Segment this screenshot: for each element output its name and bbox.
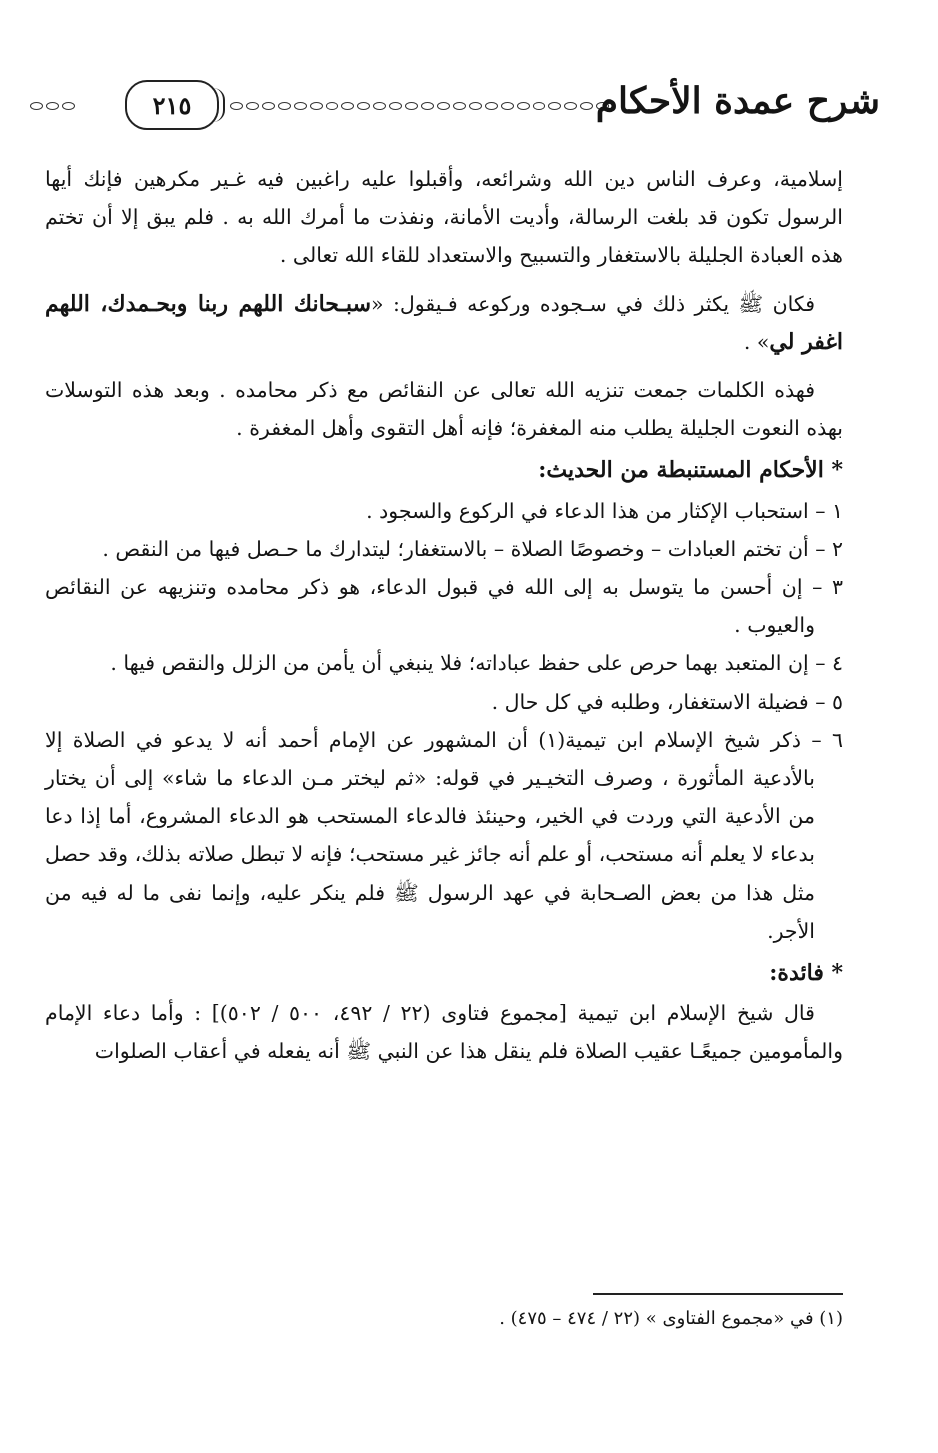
list-item-5: ٥ – فضيلة الاستغفار، وطلبه في كل حال . bbox=[491, 689, 843, 714]
paragraph-2 bbox=[45, 285, 843, 361]
footnote: (١) في «مجموع الفتاوى » (٢٢ / ٤٧٤ – ٤٧٥) . bbox=[499, 1308, 843, 1329]
header-ornament-left bbox=[30, 100, 90, 112]
paragraph-4: قال شيخ الإسلام ابن تيمية [مجموع فتاوى (٢٢ / ٤٩٢، ٥٠٠ / ٥٠٢)] : وأما دعاء الإمام والمأمومين جميعًـا عقيب الصلاة فلم ينقل هذا عن النبي ﷺ أنه يفعله في أعقاب الصلوات bbox=[45, 1001, 843, 1064]
header-ornament-right bbox=[230, 100, 612, 112]
footnote-separator bbox=[593, 1293, 843, 1295]
list-item-1: ١ – استحباب الإكثار من هذا الدعاء في الركوع والسجود . bbox=[366, 498, 843, 523]
page-header bbox=[30, 72, 880, 150]
main-text bbox=[45, 160, 843, 1071]
list-item-6: ٦ – ذكر شيخ الإسلام ابن تيمية(١) أن المشهور عن الإمام أحمد أنه لا يدعو في الصلاة إلا بالأدعية المأثورة ، وصرف التخيـير في قوله: «ثم ليختر مـن الدعاء ما شاء» إلى أن يختار من الأدعية التي وردت في الخير، وحينئذ فالدعاء المستحب هو الدعاء المشروع، أما إذا دعا بدعاء لا يعلم أنه مستحب، أو علم أنه جائز غير مستحب؛ فإنه لا تبطل صلاته بذلك، وقد حصل مثل هذا من بعض الصـحابة في عهد الرسول ﷺ فلم ينكر عليه، وإنما نفى ما له فيه من الأجر. bbox=[45, 727, 843, 943]
book-title: شرح عمدة الأحكام bbox=[595, 80, 880, 122]
list-item-3: ٣ – إن أحسن ما يتوسل به إلى الله في قبول الدعاء، هو ذكر محامده وتنزيهه عن النقائص والعيوب . bbox=[45, 575, 843, 638]
section-heading-rulings: * الأحكام المستنبطة من الحديث: bbox=[538, 457, 843, 484]
paragraph-3: فهذه الكلمات جمعت تنزيه الله تعالى عن النقائص مع ذكر محامده . وبعد هذه التوسلات بهذه النعوت الجليلة يطلب منه المغفرة؛ فإنه أهل التقوى وأهل المغفرة . bbox=[45, 378, 843, 441]
paragraph-2-suffix: » . bbox=[743, 329, 770, 354]
page-number-frame bbox=[125, 80, 219, 130]
paragraph-2-prefix: فكان ﷺ يكثر ذلك في سـجوده وركوعه فـيقول: « bbox=[371, 291, 816, 316]
page-number: ٢١٥ bbox=[152, 90, 192, 120]
list-item-4: ٤ – إن المتعبد بهما حرص على حفظ عباداته؛ فلا ينبغي أن يأمن من الزلل والنقص فيها . bbox=[110, 651, 843, 676]
paragraph-1: إسلامية، وعرف الناس دين الله وشرائعه، وأقبلوا عليه راغبين فيه غـير مكرهين فإنك أيها الرسول تكون قد بلغت الرسالة، وأديت الأمانة، ونفذت ما أمرك الله به . فلم يبق إلا أن تختم هذه العبادة الجليلة بالاستغفار والتسبيح والاستعداد للقاء الله تعالى . bbox=[45, 167, 843, 268]
list-item-2: ٢ – أن تختم العبادات – وخصوصًا الصلاة – بالاستغفار؛ ليتدارك ما حـصل فيها من النقص . bbox=[102, 536, 843, 561]
section-heading-benefit: * فائدة: bbox=[769, 960, 843, 987]
prayer-quote: سبـحانك اللهم ربنا وبحـمدك، اللهم اغفر لي bbox=[45, 290, 843, 355]
